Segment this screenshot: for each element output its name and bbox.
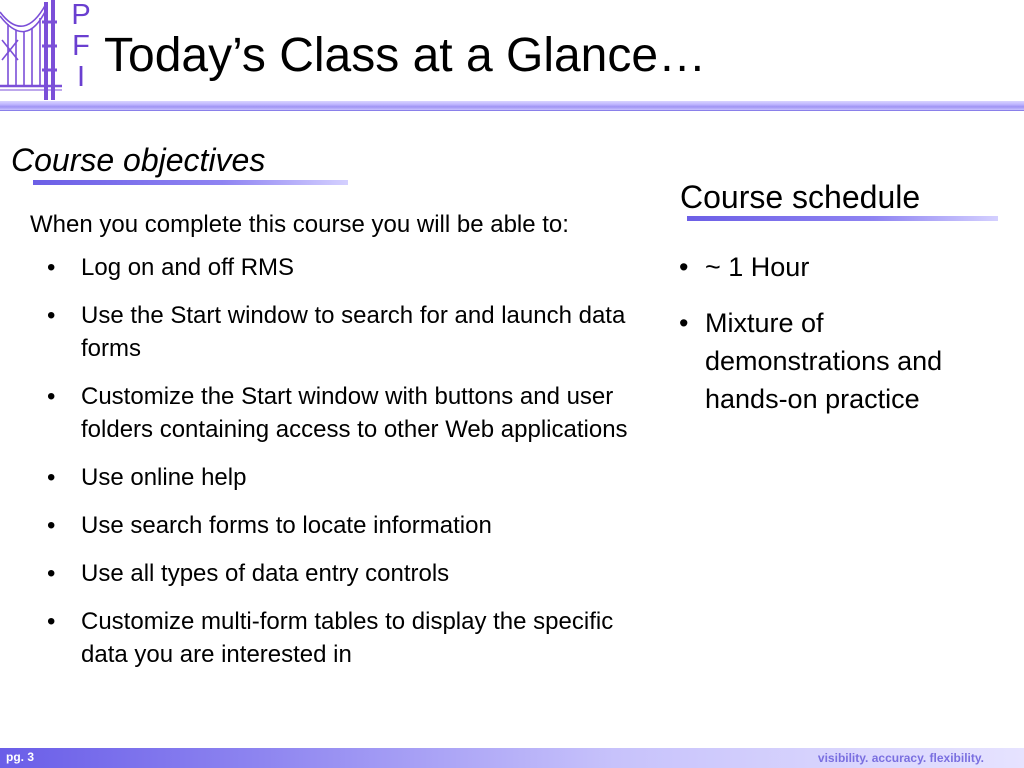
schedule-text: ~ 1 Hour [705,252,810,282]
list-item [30,557,640,590]
logo [0,0,100,104]
objective-text: Use all types of data entry controls [81,560,450,587]
list-item [30,299,640,365]
list-item [676,304,976,418]
list-item [30,605,640,671]
list-item [30,251,640,284]
objective-text: Customize the Start window with buttons and user folders containing access to other Web applications [81,383,628,443]
bullet-icon: • [47,560,56,587]
objectives-body [30,208,640,686]
golden-gate-bridge-icon [0,0,66,104]
bullet-icon: • [47,383,56,410]
bullet-icon: • [47,302,56,329]
schedule-list [676,248,976,418]
bullet-icon: • [47,254,56,281]
bullet-icon: • [47,608,56,635]
schedule-underline [687,216,998,221]
objectives-list [30,251,640,671]
list-item [676,248,976,286]
footer-bar [0,748,1024,768]
header-divider-line [0,110,1024,111]
objectives-heading: Course objectives [11,142,266,178]
list-item [30,380,640,446]
schedule-heading: Course schedule [680,179,921,215]
page-title: Today’s Class at a Glance… [104,29,707,82]
objective-text: Use online help [81,464,247,491]
objective-text: Customize multi-form tables to display the specific data you are interested in [81,608,614,668]
schedule-body [676,248,976,436]
footer-tagline: visibility. accuracy. flexibility. [817,751,984,765]
objectives-underline [33,180,348,185]
logo-letter-i: I [76,61,86,93]
schedule-text: Mixture of demonstrations and hands-on practice [705,308,943,414]
logo-letter-p: P [71,0,91,31]
objectives-intro: When you complete this course you will be able to: [30,211,569,238]
list-item [30,509,640,542]
bullet-icon: • [47,512,56,539]
objective-text: Use the Start window to search for and launch data forms [81,302,626,362]
header-divider-bar [0,101,1024,110]
logo-letter-f: F [72,30,90,62]
bullet-icon: • [47,464,56,491]
page-number: pg. 3 [6,750,35,764]
objective-text: Log on and off RMS [81,254,295,281]
bullet-icon: • [679,252,689,282]
objective-text: Use search forms to locate information [81,512,492,539]
logo-letters [66,0,96,93]
list-item [30,461,640,494]
bullet-icon: • [679,308,689,338]
